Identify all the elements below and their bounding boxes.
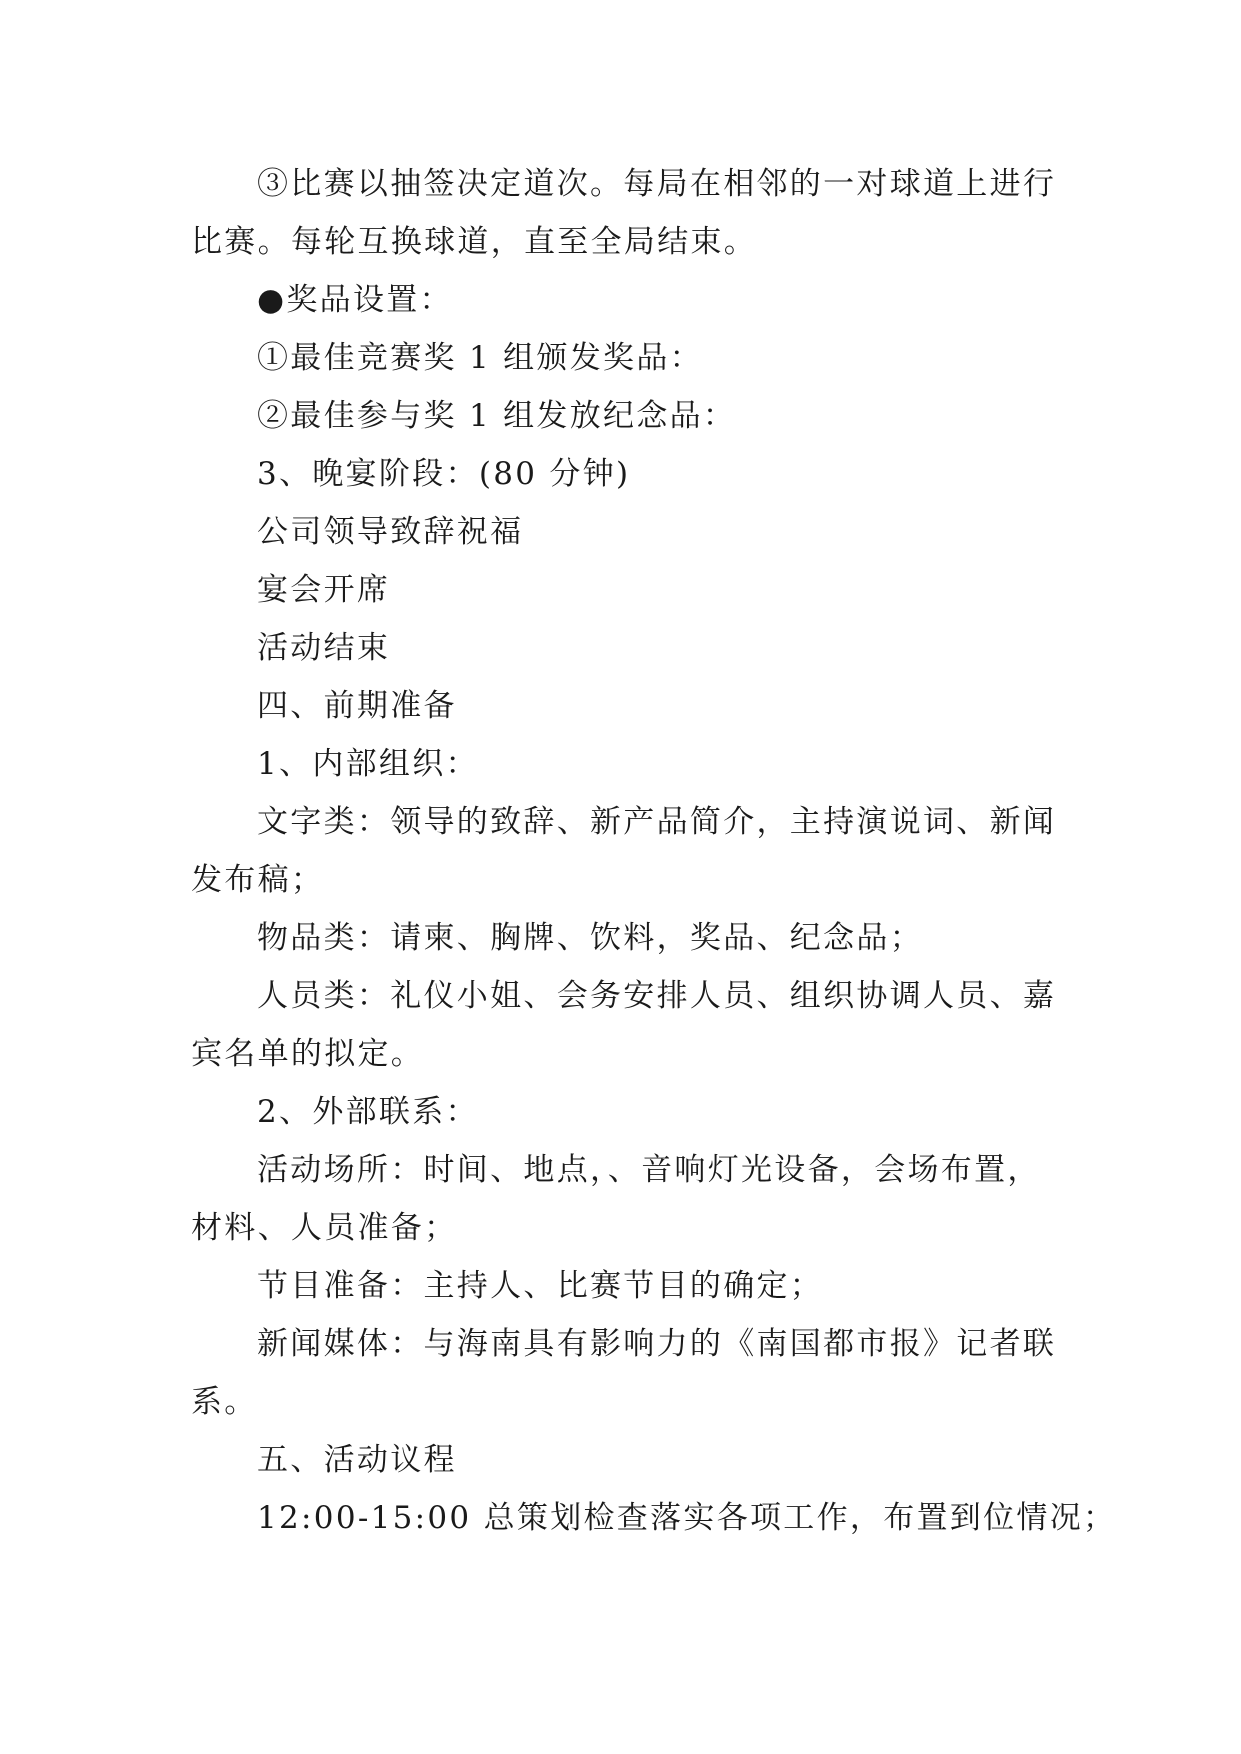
subsection-heading: 2、外部联系： xyxy=(257,1094,479,1130)
paragraph xyxy=(191,619,1071,677)
paragraph xyxy=(191,967,1071,1083)
paragraph xyxy=(191,1083,1071,1141)
document-body xyxy=(191,155,1117,1547)
paragraph xyxy=(191,735,1071,793)
paragraph xyxy=(191,1431,1071,1489)
paragraph xyxy=(191,503,1071,561)
subsection-heading: 1、内部组织： xyxy=(257,746,479,782)
paragraph xyxy=(191,793,1071,909)
section-heading: 四、前期准备 xyxy=(257,688,457,724)
list-item: ①最佳竞赛奖 1 组颁发奖品： xyxy=(257,340,703,376)
paragraph xyxy=(191,445,1071,503)
paragraph-line: 12:00-15:00 总策划检查落实各项工作，布置到位情况； xyxy=(257,1500,1117,1536)
paragraph xyxy=(191,561,1071,619)
list-item: ②最佳参与奖 1 组发放纪念品： xyxy=(257,398,737,434)
paragraph-line: 比赛。每轮互换球道，直至全局结束。 xyxy=(191,224,758,260)
paragraph xyxy=(191,329,1071,387)
paragraph xyxy=(191,909,1071,967)
paragraph xyxy=(191,1141,1071,1257)
section-heading: ●奖品设置： xyxy=(257,282,453,318)
paragraph-line: 系。 xyxy=(191,1384,258,1420)
paragraph-line: 活动场所：时间、地点，、音响灯光设备，会场布置， xyxy=(257,1152,1041,1188)
paragraph-line: 物品类：请柬、胸牌、饮料，奖品、纪念品； xyxy=(257,920,923,956)
paragraph-line: ③比赛以抽签决定道次。每局在相邻的一对球道上进行 xyxy=(257,166,1057,202)
paragraph xyxy=(191,677,1071,735)
paragraph-line: 文字类：领导的致辞、新产品简介，主持演说词、新闻 xyxy=(257,804,1057,840)
paragraph xyxy=(191,271,1071,329)
paragraph xyxy=(191,1315,1071,1431)
paragraph xyxy=(191,1257,1071,1315)
paragraph-line: 材料、人员准备； xyxy=(191,1210,458,1246)
list-item: 公司领导致辞祝福 xyxy=(257,514,524,550)
section-heading: 3、晚宴阶段：(80 分钟) xyxy=(257,456,631,492)
paragraph xyxy=(191,1489,1117,1547)
paragraph-line: 宾名单的拟定。 xyxy=(191,1036,425,1072)
paragraph xyxy=(191,155,1071,271)
paragraph-line: 人员类：礼仪小姐、会务安排人员、组织协调人员、嘉 xyxy=(257,978,1057,1014)
paragraph xyxy=(191,387,1071,445)
section-heading: 五、活动议程 xyxy=(257,1442,457,1478)
list-item: 活动结束 xyxy=(257,630,391,666)
paragraph-line: 新闻媒体：与海南具有影响力的《南国都市报》记者联 xyxy=(257,1326,1057,1362)
list-item: 宴会开席 xyxy=(257,572,391,608)
paragraph-line: 节目准备：主持人、比赛节目的确定； xyxy=(257,1268,824,1304)
paragraph-line: 发布稿； xyxy=(191,862,325,898)
